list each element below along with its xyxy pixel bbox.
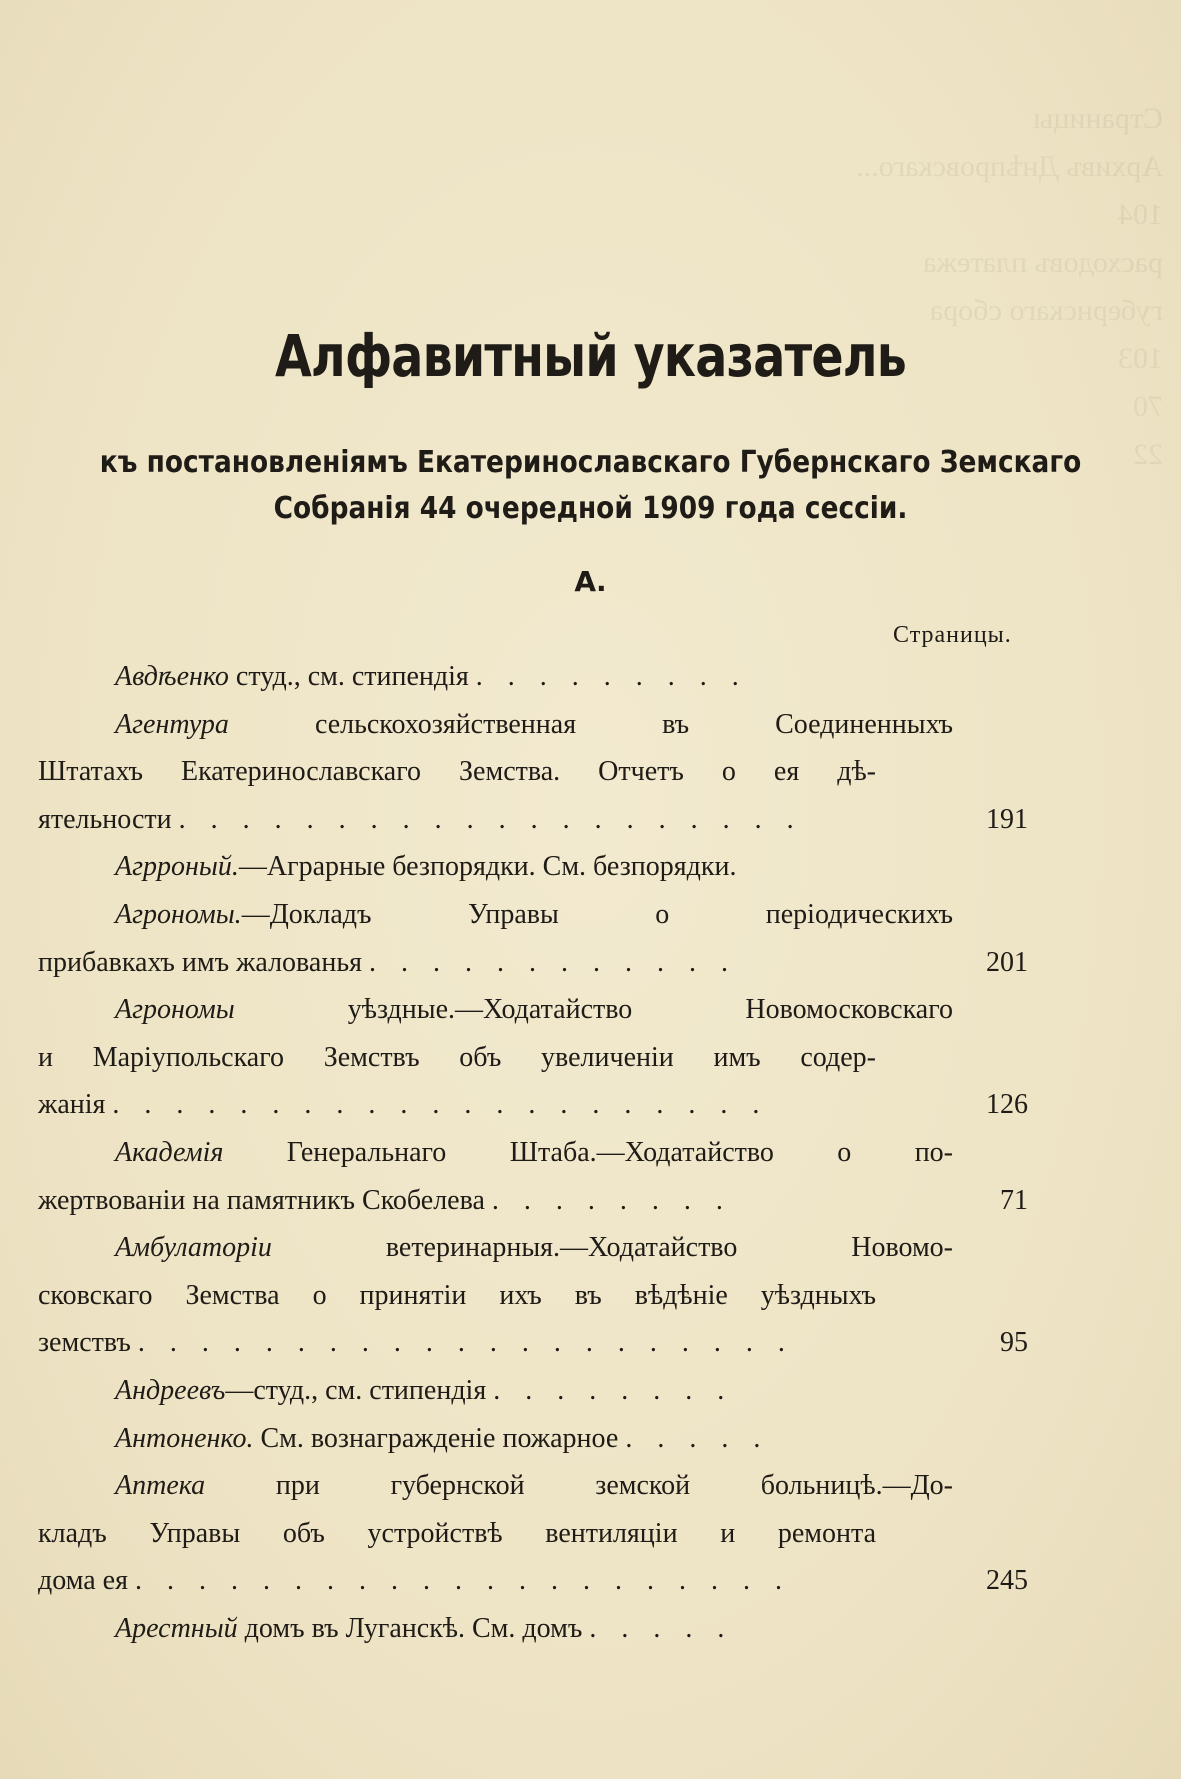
leader-dots: . . . . . . . . [491,1184,732,1216]
entry-line [38,1177,1028,1225]
ghost-line: 22 [1133,438,1163,471]
entry-line [38,1319,1028,1367]
entry-line [38,1367,1028,1415]
leader-dots: . . . . . . . . . . . . . . . . . . . . . [112,1089,769,1121]
entry-text: дома ея [38,1565,128,1597]
entry-text: —Докладъ Управы о періодическихъ [241,898,953,930]
index-entry [38,843,1028,891]
index-entry [38,1129,1028,1224]
entry-term: Агрономы. [115,898,242,930]
leader-dots: . . . . . [625,1422,770,1454]
entry-line [38,1605,1028,1653]
ghost-line: расходовъ платежа губернскаго сбора [923,246,1163,327]
leader-dots: . . . . . . . . . . . . . . . . . . . . . [134,1565,791,1597]
entry-line [38,1081,1028,1129]
entry-text: сельскохозяйственная въ Соединенныхъ [228,708,953,740]
entry-line: и Маріупольскаго Земствъ объ увеличеніи имъ содер- [38,1041,876,1073]
entry-term: Агентура [115,708,229,740]
entry-text: при губернской земской больницѣ.—До- [205,1470,953,1502]
leader-dots: . . . . . . . . . . . . [368,946,737,978]
entry-text: уѣздные.—Ходатайство Новомосковскаго [234,994,953,1026]
index-entry [38,986,1028,1129]
entry-term: Антоненко. [115,1422,254,1454]
page-number: 201 [986,946,1028,978]
entry-line [38,1462,953,1510]
leader-dots: . . . . . . . . . [475,661,748,692]
page-number: 71 [1000,1184,1028,1216]
leader-dots: . . . . . . . . [493,1374,734,1406]
entry-text: жанія [38,1089,106,1121]
entry-text: —Аграрные безпорядки. См. безпорядки. [238,851,737,883]
entry-text: Генеральнаго Штаба.—Ходатайство о по- [223,1136,953,1168]
subtitle-line-2: Собранія 44 очередной 1909 года сессіи. [273,491,908,526]
bleed-through-text [843,95,1163,479]
entry-line [38,796,1028,844]
entry-line [38,1557,1028,1605]
entry-line: кладъ Управы объ устройствѣ вентиляціи и ремонта [38,1517,876,1549]
page-number: 95 [1000,1327,1028,1359]
entry-line [38,891,953,939]
entry-term: Арестный [115,1612,238,1644]
entry-line [38,843,1028,891]
entry-text: ятельности [38,803,172,835]
pages-column-label: Страницы. [893,622,1012,648]
ghost-line: Архивъ Днѣпровскаго... [856,150,1163,183]
entry-line [38,939,1028,987]
index-entry [38,1605,1028,1653]
page-number: 126 [986,1089,1028,1121]
entry-term: Агрроный. [115,851,239,883]
entry-term: Авдѣенко [115,661,229,692]
ghost-line: 103 [1118,342,1163,375]
leader-dots: . . . . . [589,1612,734,1644]
ghost-line: 104 [1118,198,1163,231]
entry-text: домъ въ Луганскѣ. См. домъ [237,1612,583,1644]
leader-dots: . . . . . . . . . . . . . . . . . . . . . [137,1327,794,1359]
index-entries [38,653,1028,1652]
entry-text: жертвованіи на памятникъ Скобелева [38,1184,485,1216]
entry-text: ветеринарныя.—Ходатайство Новомо- [271,1232,953,1264]
page-title: Алфавитный указатель [274,322,907,390]
leader-dots: . . . . . . . . . . . . . . . . . . . . [178,803,803,835]
entry-term: Академія [115,1136,224,1168]
entry-line: сковскаго Земства о принятіи ихъ въ вѣдѣніе уѣздныхъ [38,1279,876,1311]
entry-line: Штатахъ Екатеринославскаго Земства. Отчетъ о ея дѣ- [38,756,876,788]
entry-text: прибавкахъ имъ жалованья [38,946,362,978]
index-entry [38,1367,1028,1415]
index-entry [38,701,1028,844]
entry-line [38,986,953,1034]
entry-line [38,653,1028,701]
entry-text: земствъ [38,1327,131,1359]
section-letter: А. [574,565,607,598]
index-entry [38,891,1028,986]
page-number: 245 [986,1565,1028,1597]
entry-line [38,1129,953,1177]
subtitle-line-1: къ постановленіямъ Екатеринославскаго Губернскаго Земскаго [99,445,1082,480]
entry-term: Амбулаторіи [115,1232,272,1264]
ghost-line: 70 [1133,390,1163,423]
index-entry [38,1224,1028,1367]
ghost-line: Страницы [1033,102,1163,135]
index-entry [38,1462,1028,1605]
entry-text: См. вознагражденіе пожарное [253,1422,619,1454]
index-entry [38,653,1028,701]
entry-text: —студ., см. стипендія [225,1374,487,1406]
entry-line [38,701,953,749]
entry-term: Агрономы [115,994,235,1026]
entry-term: Аптека [115,1470,206,1502]
page-number: 191 [986,803,1028,835]
entry-term: Андреевъ [115,1374,226,1406]
entry-line [38,1224,953,1272]
index-entry [38,1415,1028,1463]
entry-line [38,1415,1028,1463]
entry-text: студ., см. стипендія [228,661,469,692]
